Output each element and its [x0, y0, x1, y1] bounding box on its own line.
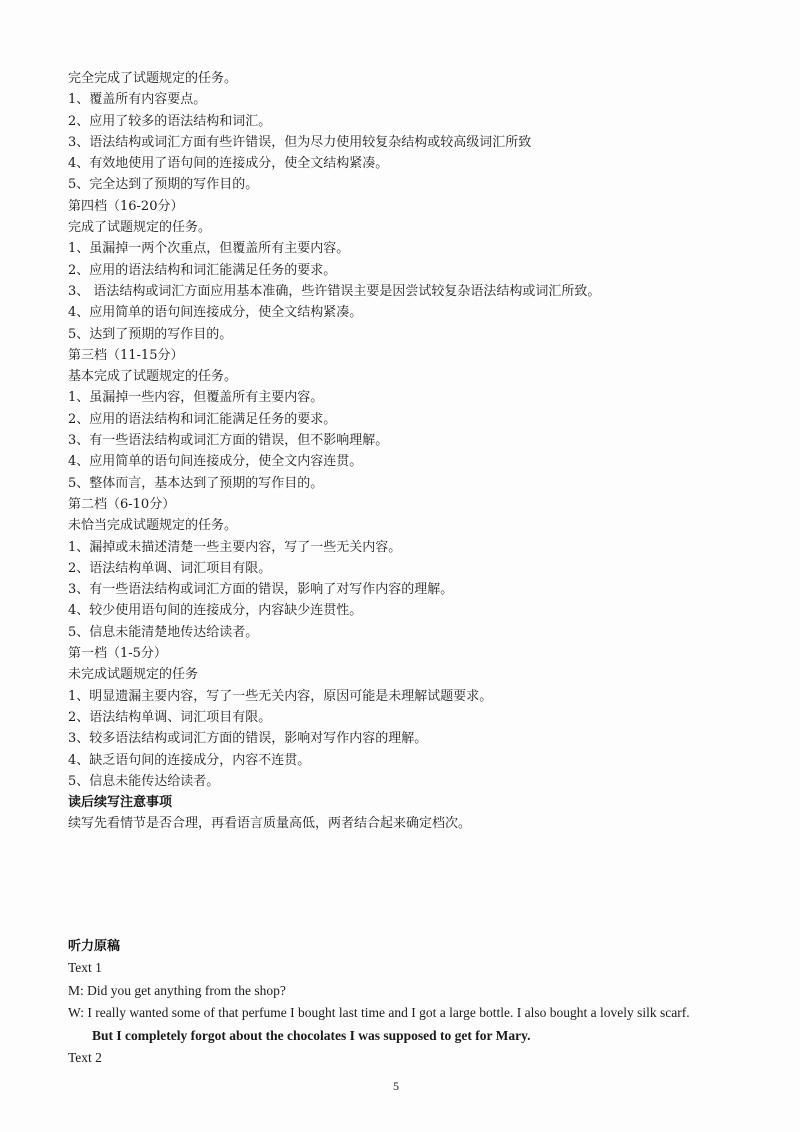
rubric-line: 3、 语法结构或词汇方面应用基本准确，些许错误主要是因尝试较复杂语法结构或词汇所致。 [68, 283, 601, 299]
rubric-line: 5、达到了预期的写作目的。 [68, 326, 233, 342]
rubric-line: 2、应用了较多的语法结构和词汇。 [68, 113, 272, 129]
rubric-line: 2、语法结构单调、词汇项目有限。 [68, 709, 272, 725]
rubric-line: 4、较少使用语句间的连接成分，内容缺少连贯性。 [68, 603, 363, 619]
rubric-line: 4、应用简单的语句间连接成分，使全文内容连贯。 [68, 454, 363, 470]
rubric-line: 完全完成了试题规定的任务。 [68, 71, 238, 86]
rubric-line: 1、漏掉或未描述清楚一些主要内容，写了一些无关内容。 [68, 539, 402, 555]
rubric-line: 2、语法结构单调、词汇项目有限。 [68, 560, 272, 576]
notes-text: 续写先看情节是否合理，再看语言质量高低，两者结合起来确定档次。 [68, 816, 472, 832]
text1-label: Text 1 [68, 960, 102, 976]
rubric-line: 基本完成了试题规定的任务。 [68, 369, 238, 385]
dialogue-line-w-continued: But I completely forgot about the chocolates I was supposed to get for Mary. [92, 1027, 531, 1043]
rubric-line: 3、较多语法结构或词汇方面的错误，影响对写作内容的理解。 [68, 731, 428, 747]
rubric-line: 5、信息未能传达给读者。 [68, 773, 220, 789]
rubric-line: 5、整体而言，基本达到了预期的写作目的。 [68, 475, 324, 491]
rubric-line: 未恰当完成试题规定的任务。 [68, 518, 238, 534]
rubric-line: 4、应用简单的语句间连接成分，使全文结构紧凑。 [68, 305, 363, 321]
grade-heading: 第一档（1-5分） [68, 646, 167, 662]
dialogue-line-w: W: I really wanted some of that perfume I bought last time and I got a large bottle. I also bought a lovely silk scarf. [68, 1005, 690, 1021]
grade-heading: 第三档（11-15分） [68, 347, 184, 363]
rubric-line: 3、有一些语法结构或词汇方面的错误，但不影响理解。 [68, 433, 389, 449]
rubric-line: 5、完全达到了预期的写作目的。 [68, 177, 259, 193]
listening-transcript [68, 936, 768, 1070]
rubric-section [68, 68, 768, 835]
rubric-line: 2、应用的语法结构和词汇能满足任务的要求。 [68, 411, 337, 427]
page-number: 5 [393, 1079, 399, 1093]
text2-label: Text 2 [68, 1050, 102, 1066]
dialogue-line-m: M: Did you get anything from the shop? [68, 982, 286, 998]
notes-heading: 读后续写注意事项 [68, 795, 173, 811]
rubric-line: 3、有一些语法结构或词汇方面的错误，影响了对写作内容的理解。 [68, 582, 454, 598]
rubric-line: 完成了试题规定的任务。 [68, 220, 212, 236]
rubric-line: 4、有效地使用了语句间的连接成分，使全文结构紧凑。 [68, 156, 389, 172]
rubric-line: 2、应用的语法结构和词汇能满足任务的要求。 [68, 262, 337, 278]
rubric-line: 未完成试题规定的任务 [68, 667, 199, 683]
rubric-line: 1、明显遗漏主要内容，写了一些无关内容，原因可能是未理解试题要求。 [68, 688, 493, 704]
grade-heading: 第四档（16-20分） [68, 198, 184, 214]
rubric-line: 1、虽漏掉一些内容，但覆盖所有主要内容。 [68, 390, 324, 406]
grade-heading: 第二档（6-10分） [68, 496, 176, 512]
rubric-line: 4、缺乏语句间的连接成分，内容不连贯。 [68, 752, 311, 768]
transcript-heading: 听力原稿 [68, 939, 121, 954]
rubric-line: 5、信息未能清楚地传达给读者。 [68, 624, 259, 640]
rubric-line: 3、语法结构或词汇方面有些许错误，但为尽力使用较复杂结构或较高级词汇所致 [68, 134, 532, 150]
rubric-line: 1、覆盖所有内容要点。 [68, 92, 207, 108]
rubric-line: 1、虽漏掉一两个次重点，但覆盖所有主要内容。 [68, 241, 350, 257]
